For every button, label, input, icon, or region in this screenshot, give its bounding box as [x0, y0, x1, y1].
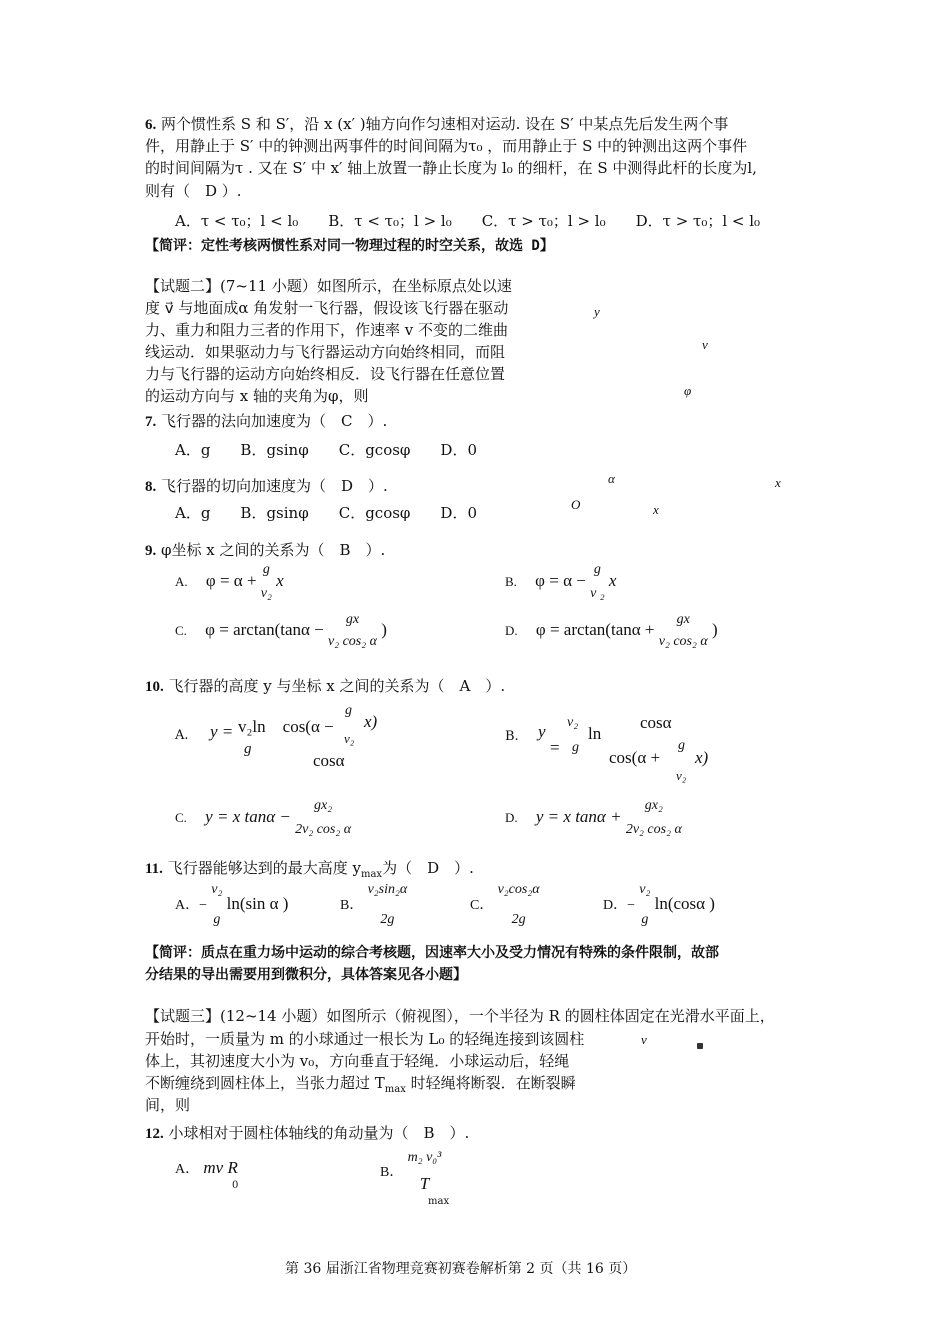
- q9-question: [145, 539, 385, 562]
- q10-b-v22: v₂: [676, 768, 687, 783]
- q11-option-d: [603, 882, 715, 928]
- q11-c-num: v₂cos₂α: [497, 882, 540, 897]
- q12-text: 小球相对于圆柱体轴线的角动量为（ B ）.: [168, 1124, 470, 1142]
- q9-b-num: g: [593, 562, 601, 577]
- set2-line4: 线运动．如果驱动力与飞行器运动方向始终相同，而阻: [145, 343, 506, 361]
- q12-a-label: A．: [175, 1162, 200, 1177]
- q9-text: φ坐标 x 之间的关系为（ B ）.: [161, 541, 386, 559]
- q9-b-den: v ₂: [590, 586, 605, 601]
- q11-option-b: [340, 882, 407, 928]
- q10-a-v2: v₂: [344, 731, 355, 746]
- q10-d-expr: y = x tanα +: [535, 806, 622, 826]
- q9-b-label: B.: [505, 573, 517, 589]
- q11-a-label: A．−: [175, 897, 208, 913]
- set2-line1: 【试题二】(7~11 小题）如图所示，在坐标原点处以速: [145, 277, 512, 295]
- q11-c-fraction: [498, 882, 540, 928]
- q11-b-label: B．: [340, 897, 364, 913]
- q12-option-b: [380, 1150, 441, 1192]
- q7-options: A．g B．gsinφ C．gcosφ D．0: [175, 441, 478, 459]
- q10-a-den: cosα: [313, 751, 345, 770]
- q10-option-c: [175, 798, 351, 838]
- q12-b-num: m₂ v₀³: [407, 1150, 442, 1165]
- q10-a-den-g: g: [244, 741, 252, 757]
- q10-c-den: 2v₂ cos₂ α: [295, 822, 352, 837]
- q10-number: 10.: [145, 679, 164, 695]
- q12-option-a: [175, 1158, 238, 1178]
- q10-b-g2: g: [678, 738, 685, 753]
- q9-option-a: [175, 562, 284, 602]
- q9-d-fraction: [659, 612, 708, 650]
- q8-question: [145, 475, 388, 498]
- q11-b-den: 2g: [380, 912, 395, 927]
- q9-d-num: gx: [676, 612, 690, 627]
- set2-line5: 力与飞行器的运动方向始终相反．设飞行器在任意位置: [145, 365, 506, 383]
- fig3-ball-marker: [697, 1043, 703, 1049]
- q10-c-num: gx₂: [314, 798, 333, 813]
- q11-note-1: 【简评：质点在重力场中运动的综合考核题，因速率大小及受力情况有特殊的条件限制，故部: [145, 945, 719, 961]
- fig-label-v: v: [702, 337, 708, 352]
- q9-b-tail: x: [608, 570, 617, 590]
- q9-option-c: [175, 612, 387, 650]
- q10-a-label: A.: [175, 728, 189, 743]
- set3-line5: 间，则: [145, 1096, 191, 1114]
- set3-line1: 【试题三】(12~14 小题）如图所示（俯视图），一个半径为 R 的圆柱体固定在光滑水平面上，: [145, 1007, 775, 1025]
- q10-d-den: 2v₂ cos₂ α: [625, 822, 682, 837]
- q10-a-y: y =: [210, 722, 234, 741]
- q11-option-c: [470, 882, 540, 928]
- q10-b-g: g: [572, 740, 579, 755]
- q9-c-expr: φ = arctan(tanα −: [205, 619, 324, 639]
- q6-note: 【简评：定性考核两惯性系对同一物理过程的时空关系，故选 D】: [145, 238, 554, 254]
- q10-b-den: cos(α +: [609, 748, 661, 767]
- set2-line3: 力、重力和阻力三者的作用下，作速率 v 不变的二维曲: [145, 321, 509, 339]
- q9-c-fraction: [328, 612, 377, 650]
- q9-d-expr: φ = arctan(tanα +: [535, 619, 655, 639]
- set3-line4-sub: max: [384, 1084, 406, 1095]
- fig-label-alpha: α: [608, 471, 615, 486]
- q8-number: 8.: [145, 479, 157, 495]
- set2-line6: 的运动方向与 x 轴的夹角为φ，则: [145, 387, 369, 405]
- q12-question: [145, 1122, 469, 1145]
- q10-b-x: x): [695, 748, 709, 767]
- q8-text: 飞行器的切向加速度为（ D ）.: [161, 477, 388, 495]
- set3-line4-text: 不断缠绕到圆柱体上，当张力超过 T: [145, 1074, 385, 1092]
- q9-c-tail: ): [381, 619, 387, 639]
- q10-b-label: B.: [505, 729, 519, 744]
- q12-b-fraction: [408, 1150, 442, 1192]
- q11-a-tail: ln(sin α ): [226, 893, 289, 913]
- q11-c-label: C．: [470, 897, 494, 913]
- q11-text: 飞行器能够达到的最大高度 y: [167, 859, 361, 877]
- fig-label-phi: φ: [684, 383, 692, 398]
- q10-text: 飞行器的高度 y 与坐标 x 之间的关系为（ A ）.: [168, 677, 506, 695]
- q6-text-1: 两个惯性系 S 和 S′，沿 x (x′ )轴方向作匀速相对运动. 设在 S′ 中某点先后发生两个事: [161, 115, 729, 133]
- q11-text-end: 为（ D ）.: [382, 859, 474, 877]
- q10-d-label: D.: [505, 809, 518, 825]
- q12-b-den-sub: max: [428, 1196, 450, 1207]
- q11-text-sub: max: [360, 869, 383, 880]
- fig3-label-v: v: [641, 1032, 647, 1047]
- q11-c-den: 2g: [511, 912, 526, 927]
- set3-line4: [145, 1072, 576, 1101]
- q12-number: 12.: [145, 1126, 164, 1142]
- fig-label-y: y: [594, 304, 600, 319]
- q9-a-fraction: [261, 562, 272, 602]
- q11-d-tail: ln(cosα ): [654, 893, 715, 913]
- q9-a-num: g: [262, 562, 270, 577]
- q11-note-2: 分结果的导出需要用到微积分，具体答案见各小题】: [145, 967, 467, 983]
- q6-line4: 则有（ D ）.: [145, 182, 242, 200]
- q11-a-fraction: [211, 882, 222, 928]
- set2-line2: 度 v⃗ 与地面成α 角发射一飞行器，假设该飞行器在驱动: [145, 299, 509, 317]
- set3-line4-end: 时轻绳将断裂．在断裂瞬: [405, 1074, 576, 1092]
- q11-a-num: v₂: [211, 882, 223, 897]
- q9-c-label: C.: [175, 622, 187, 638]
- q10-c-label: C.: [175, 809, 187, 825]
- q6-line2: 件，用静止于 S′ 中的钟测出两事件的时间间隔为τ₀ ，而用静止于 S 中的钟测出这两个事件: [145, 137, 748, 155]
- q9-d-tail: ): [711, 619, 718, 639]
- q10-b-v2: v₂: [567, 715, 579, 730]
- q9-a-den: v₂: [260, 586, 272, 601]
- q10-b-ln: ln: [588, 724, 602, 743]
- q12-a-expr: mv R: [203, 1158, 238, 1177]
- q11-b-num: v₂sin₂α: [367, 882, 408, 897]
- q6-number: 6.: [145, 117, 157, 133]
- q6-line1: [145, 113, 728, 136]
- q11-b-fraction: [368, 882, 408, 928]
- q9-d-label: D.: [505, 622, 518, 638]
- q10-b-y: y: [538, 722, 546, 741]
- set3-line2: 开始时，一质量为 m 的小球通过一根长为 L₀ 的轻绳连接到该圆柱: [145, 1030, 585, 1048]
- q9-b-expr: φ = α −: [535, 570, 586, 590]
- q9-c-num: gx: [345, 612, 360, 627]
- q9-b-fraction: [590, 562, 605, 602]
- q9-option-d: [505, 612, 718, 650]
- q9-a-label: A.: [175, 573, 188, 589]
- q9-a-tail: x: [276, 570, 284, 590]
- q10-a-top: v₂ln cos(α −: [238, 717, 334, 736]
- q9-d-den: v₂ cos₂ α: [658, 634, 708, 649]
- q7-number: 7.: [145, 414, 157, 430]
- set3-line3: 体上，其初速度大小为 v₀，方向垂直于轻绳．小球运动后，轻绳: [145, 1052, 570, 1070]
- q10-d-num: gx₂: [644, 798, 663, 813]
- q11-d-fraction: [639, 882, 650, 928]
- q9-a-expr: φ = α +: [205, 570, 257, 590]
- q10-a-x: x): [364, 712, 378, 731]
- q12-b-den: T: [419, 1174, 430, 1193]
- q9-option-b: [505, 562, 616, 602]
- q9-c-den: v₂ cos₂ α: [328, 634, 377, 649]
- q11-option-a: [175, 882, 288, 928]
- page-footer: 第 36 届浙江省物理竞赛初赛卷解析第 2 页（共 16 页）: [285, 1261, 637, 1277]
- q7-question: [145, 410, 387, 433]
- q7-text: 飞行器的法向加速度为（ C ）.: [161, 412, 388, 430]
- q10-option-d: [505, 798, 682, 838]
- q10-b-num: cosα: [640, 713, 672, 732]
- q10-question: [145, 675, 505, 698]
- fig-label-x-bottom: x: [653, 502, 659, 517]
- q11-d-label: D．−: [603, 897, 636, 913]
- q6-line3: 的时间间隔为τ . 又在 S′ 中 x′ 轴上放置一静止长度为 l₀ 的细杆，在 S 中测得此杆的长度为l,: [145, 159, 757, 177]
- q11-d-den: g: [641, 912, 649, 927]
- q6-options: A．τ < τ₀；l < l₀ B．τ < τ₀；l > l₀ C．τ > τ₀；l > l₀ D．τ > τ₀；l < l₀: [175, 212, 761, 230]
- q10-a-g: g: [345, 703, 352, 718]
- q9-number: 9.: [145, 543, 157, 559]
- q10-d-fraction: [626, 798, 682, 838]
- q10-c-fraction: [295, 798, 351, 838]
- q11-number: 11.: [145, 861, 163, 877]
- fig-label-origin: O: [571, 497, 581, 512]
- q10-c-expr: y = x tanα −: [205, 806, 291, 826]
- q12-a-sub: 0: [232, 1180, 239, 1191]
- q12-b-label: B．: [380, 1165, 404, 1180]
- q8-options: A．g B．gsinφ C．gcosφ D．0: [175, 504, 478, 522]
- fig-label-x-right: x: [775, 475, 781, 490]
- q10-b-eq: =: [550, 738, 560, 757]
- q11-d-num: v₂: [639, 882, 651, 897]
- q11-a-den: g: [213, 912, 221, 927]
